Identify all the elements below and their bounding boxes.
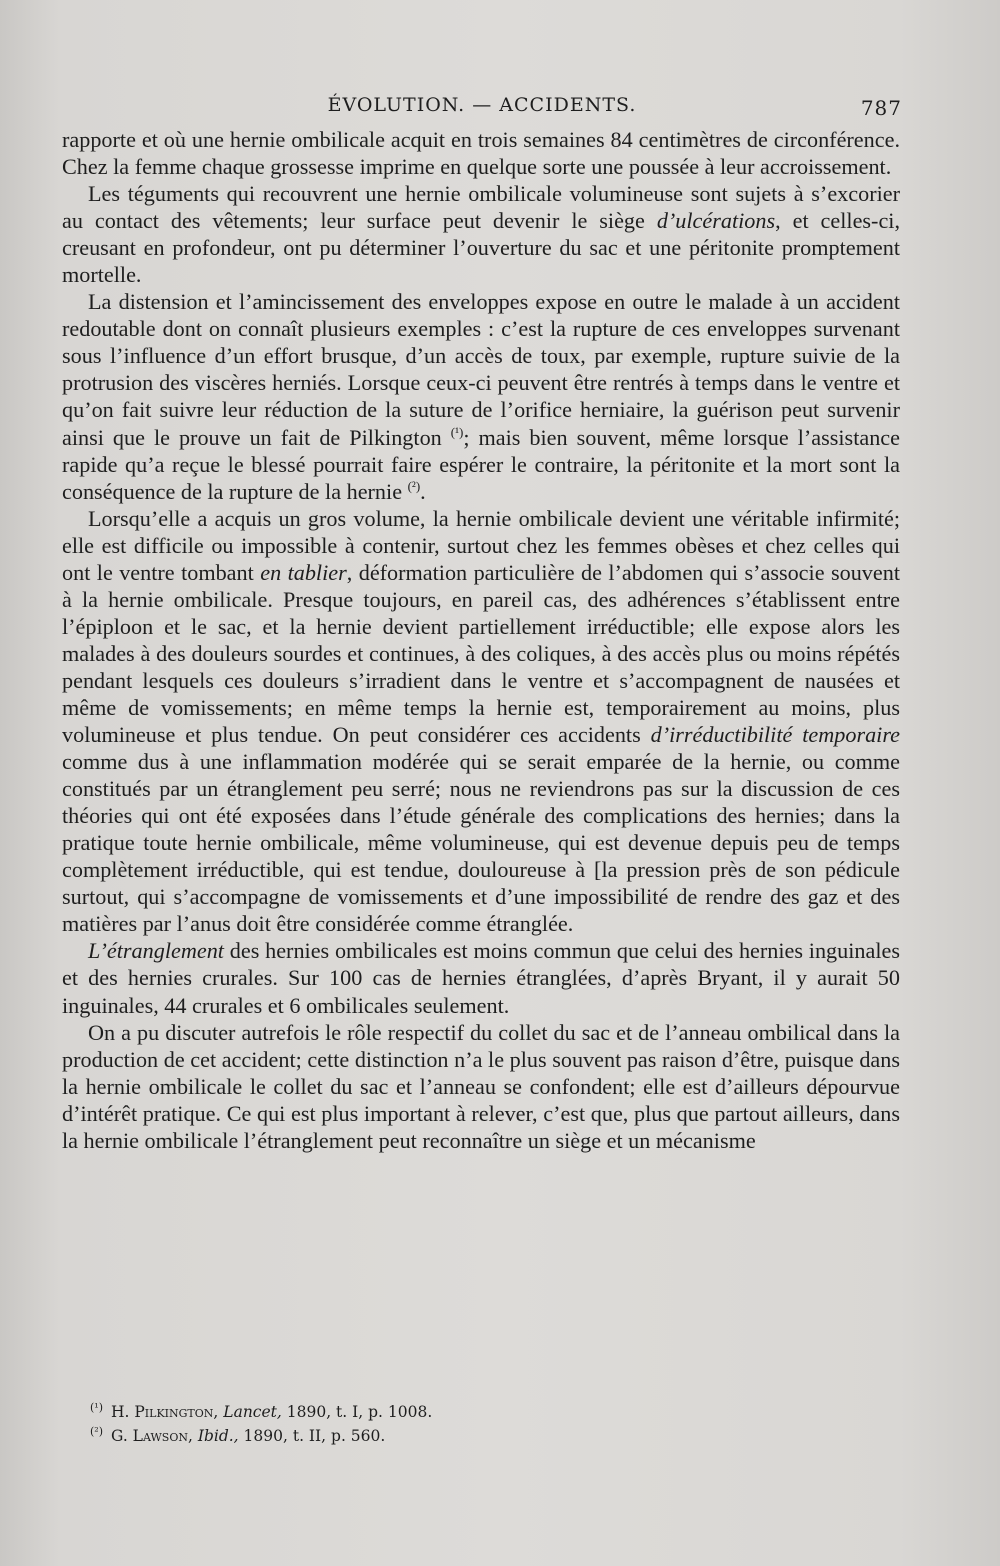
footnote-2: $^{(^2)}$ G. Lawson, Ibid., 1890, t. II, p. 560. (90, 1425, 386, 1446)
page-header (62, 92, 902, 122)
page-number: 787 (860, 96, 902, 120)
paragraph-2: Les téguments qui recouvrent une hernie ombilicale volumineuse sont sujets à s’excorier au contact des vêtements; leur surface peut devenir le siège d’ulcérations, et celles-ci, creusant en profondeur, ont pu déterminer l’ouverture du sac et une péritonite promptement mortelle. (62, 181, 901, 288)
footnote-ref-1[interactable]: (¹) (450, 424, 464, 440)
paragraph-1: rapporte et où une hernie ombilicale acquit en trois semaines 84 centimètres de circonférence. Chez la femme chaque grossesse imprime en quelque sorte une poussée à leur accroissement. (62, 127, 900, 180)
paragraph-4: Lorsqu’elle a acquis un gros volume, la hernie ombilicale devient une véritable infirmité; elle est difficile ou impossible à contenir, surtout chez les femmes obèses et chez celles qui ont le ventre tombant en tablier, déformation particulière de l’abdomen qui s’associe souvent à la hernie ombilicale. Presque toujours, en pareil cas, des adhérences s’établissent entre l’épiploon et le sac, et la hernie devient partiellement irréductible; elle expose alors les malades à des douleurs sourdes et continues, à des coliques, à des accès plus ou moins répétés pendant lesquels ces douleurs s’irradient dans le ventre et s’accompagnent de nausées et même de vomissements; en même temps la hernie est, temporairement au moins, plus volumineuse et plus tendue. On peut considérer ces accidents d’irréductibilité temporaire comme dus à une inflammation modérée qui se serait emparée de la hernie, ou comme constitués par un étranglement peu serré; nous ne reviendrons pas sur la discussion de ces théories qui ont été exposées dans l’étude générale des complications des hernies; dans la pratique toute hernie ombilicale, même volumineuse, qui est devenue depuis peu de temps complètement irréductible, qui est tendue, douloureuse à [la pression près de son pédicule surtout, qui s’accompagne de vomissements et d’une impossibilité de rendre des gaz et des matières par l’anus doit être considérée comme étranglée. (62, 505, 900, 937)
footnotes (90, 1398, 810, 1446)
paragraph-3: La distension et l’amincissement des enveloppes expose en outre le malade à un accident redoutable dont on connaît plusieurs exemples : c’est la rupture de ces enveloppes survenant sous l’influence d’un effort brusque, d’un accès de toux, par exemple, rupture suivie de la protrusion des viscères herniés. Lorsque ceux-ci peuvent être rentrés à temps dans le ventre et qu’on fait suivre leur réduction de la suture de l’orifice herniaire, la guérison peut survenir ainsi que le prouve un fait de Pilkington $^{(^1)}$; mais bien souvent, même lorsque l’assistance rapide qu’a reçue le blessé pourrait faire espérer le contraire, la péritonite et la mort sont la conséquence de la rupture de la hernie $^{(^2)}$. (62, 289, 900, 504)
body-text (62, 126, 900, 1154)
paragraph-5: L’étranglement des hernies ombilicales est moins commun que celui des hernies inguinales et des hernies crurales. Sur 100 cas de hernies étranglées, d’après Bryant, il y aurait 50 inguinales, 44 crurales et 6 ombilicales seulement. (62, 938, 900, 1018)
footnote-1: $^{(^1)}$ H. Pilkington, Lancet, 1890, t. I, p. 1008. (90, 1401, 433, 1422)
paragraph-6: On a pu discuter autrefois le rôle respectif du collet du sac et de l’anneau ombilical dans la production de cet accident; cette distinction n’a le plus souvent pas raison d’être, puisque dans la hernie ombilicale le collet du sac et l’anneau se confondent; elle est d’ailleurs dépourvue d’intérêt pratique. Ce qui est plus important à relever, c’est que, plus que partout ailleurs, dans la hernie ombilicale l’étranglement peut reconnaître un siège et un mécanisme (62, 1019, 900, 1153)
footnote-ref-2[interactable]: (²) (407, 478, 421, 494)
running-title: ÉVOLUTION. — ACCIDENTS. (327, 94, 637, 116)
